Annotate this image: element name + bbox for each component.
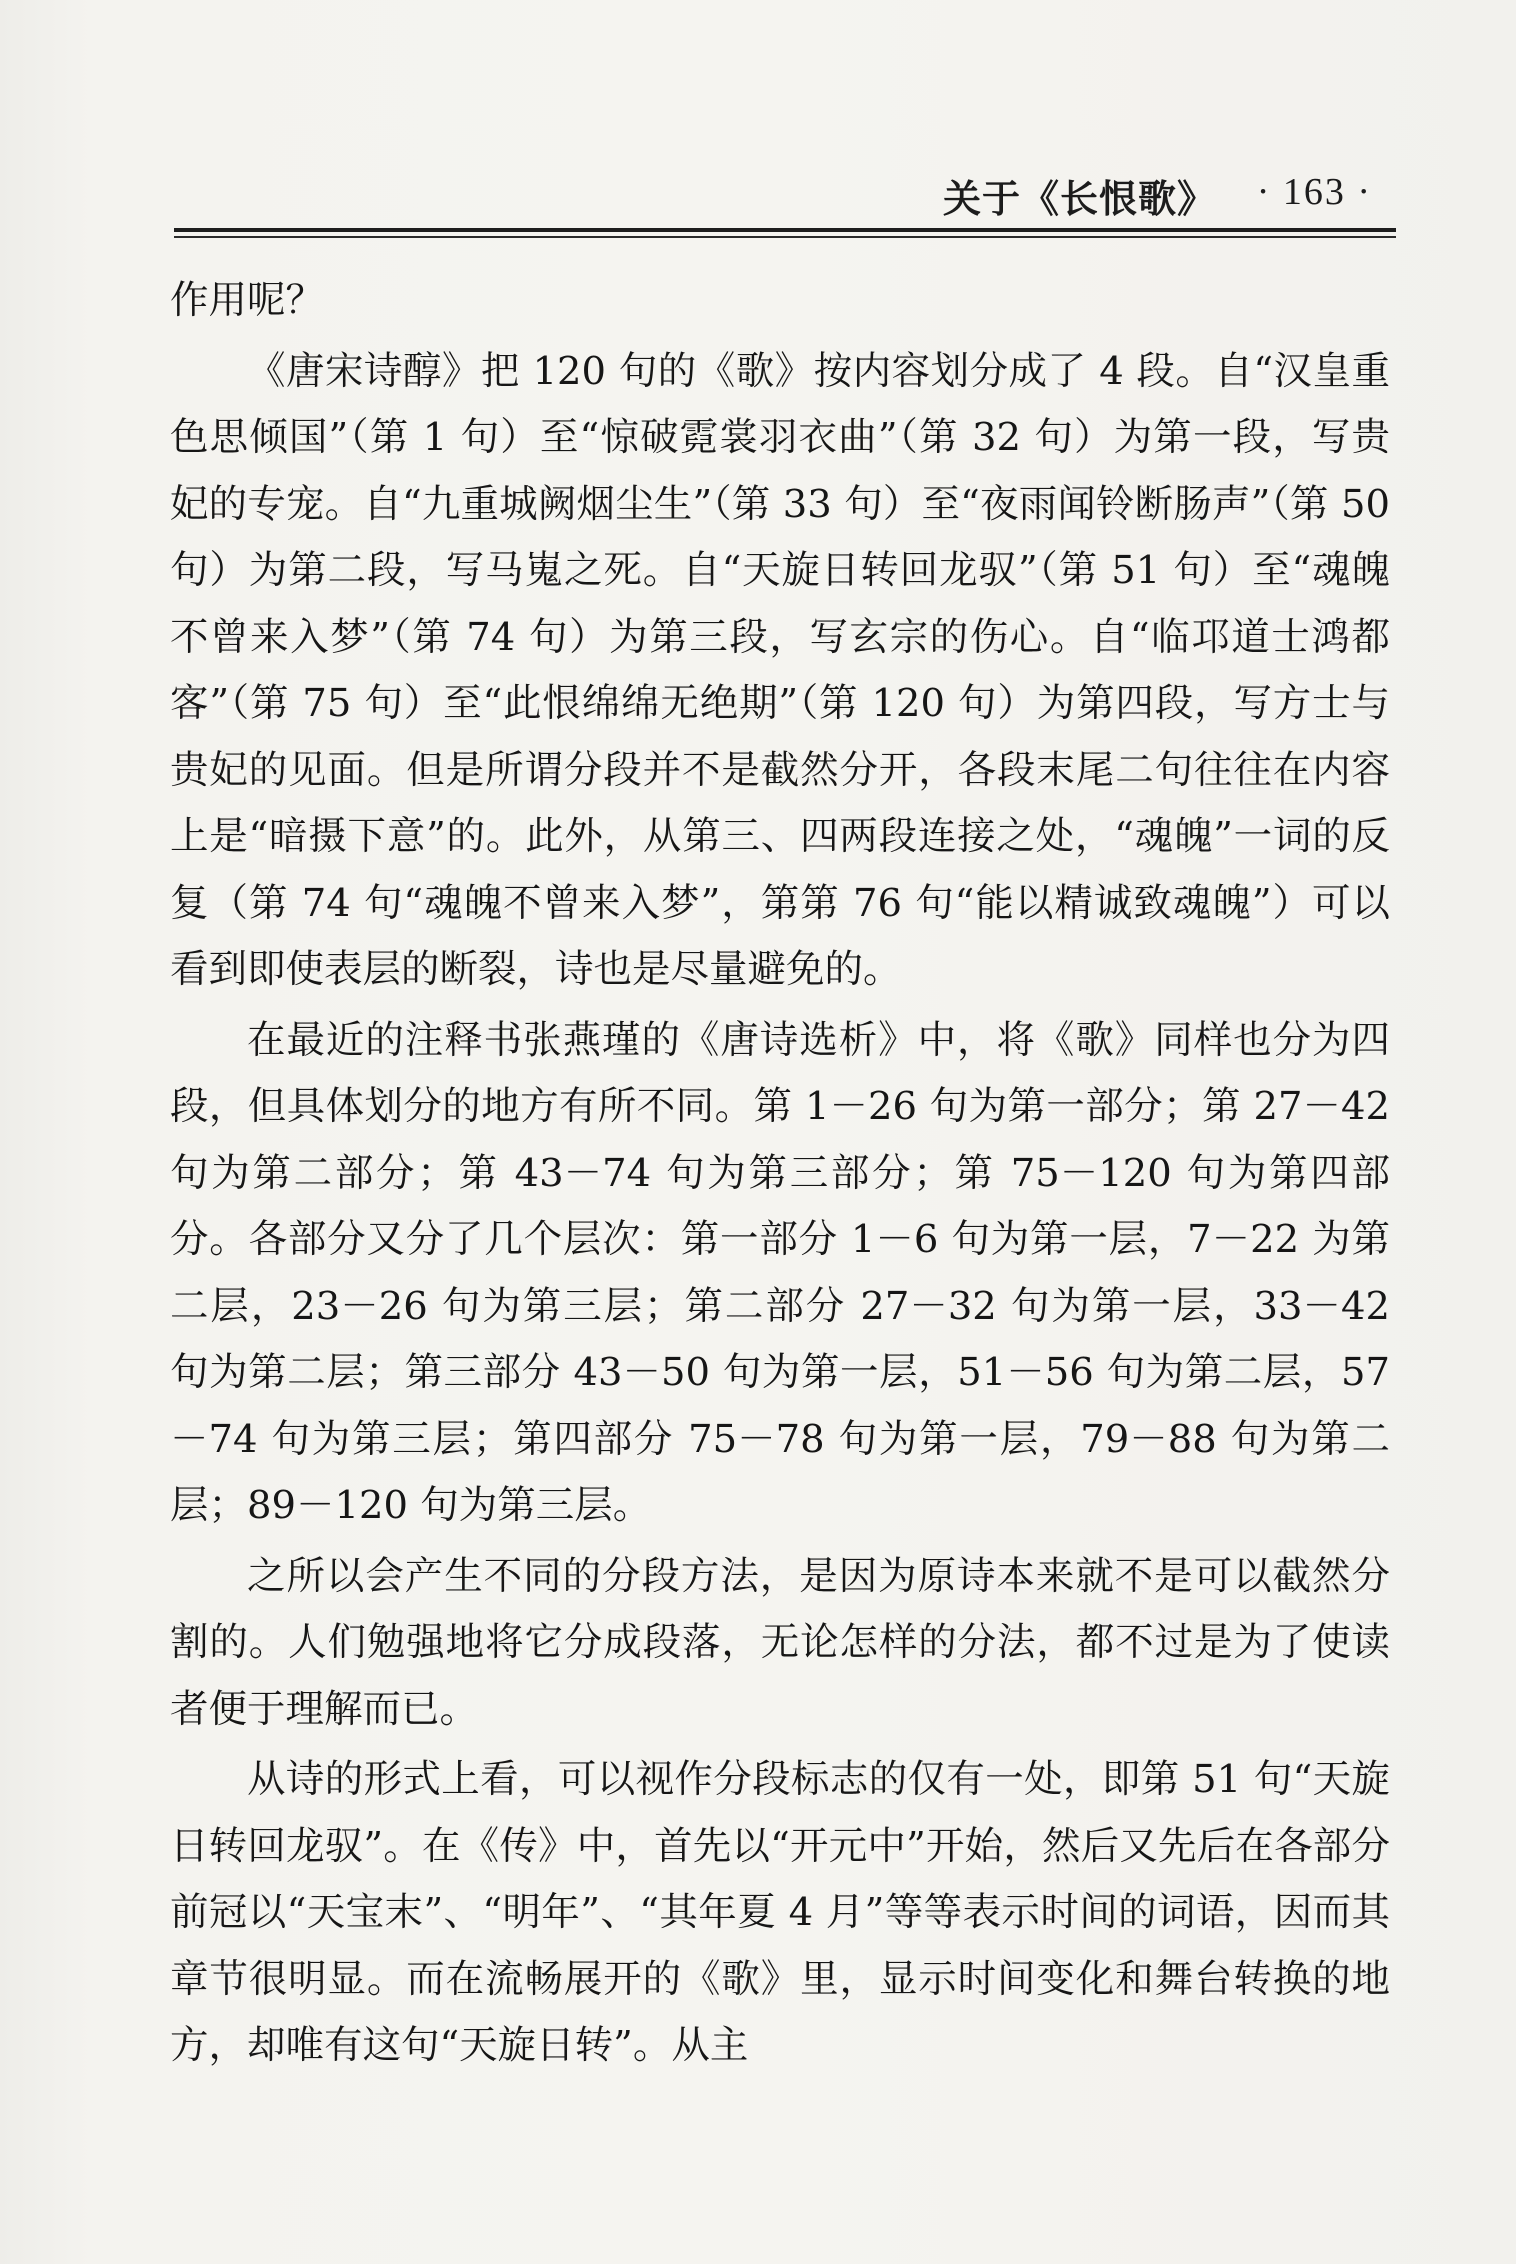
paragraph: 从诗的形式上看，可以视作分段标志的仅有一处，即第 51 句“天旋日转回龙驭”。在《传》中，首先以“开元中”开始，然后又先后在各部分前冠以“天宝末”、“明年”、“其年夏 4 月”等等表示时间的词语，因而其章节很明显。而在流畅展开的《歌》里，显示时间变化和舞台转换的地方，却唯有这句“天旋日转”。从主 bbox=[170, 1757, 1390, 2068]
header-title: 关于《长恨歌》 bbox=[942, 176, 1216, 221]
header-rule-thin bbox=[174, 236, 1396, 238]
paragraph: 《唐宋诗醇》把 120 句的《歌》按内容划分成了 4 段。自“汉皇重色思倾国”（第 1 句）至“惊破霓裳羽衣曲”（第 32 句）为第一段，写贵妃的专宠。自“九重城阙烟尘生”（第 33 句）至“夜雨闻铃断肠声”（第 50 句）为第二段，写马嵬之死。自“天旋日转回龙驭”（第 51 句）至“魂魄不曾来入梦”（第 74 句）为第三段，写玄宗的伤心。自“临邛道士鸿都客”（第 75 句）至“此恨绵绵无绝期”（第 120 句）为第四段，写方士与贵妃的见面。但是所谓分段并不是截然分开，各段末尾二句往往在内容上是“暗摄下意”的。此外，从第三、四两段连接之处，“魂魄”一词的反复（第 74 句“魂魄不曾来入梦”，第第 76 句“能以精诚致魂魄”）可以看到即使表层的断裂，诗也是尽量避免的。 bbox=[170, 348, 1390, 992]
header-rule-thick bbox=[174, 228, 1396, 232]
paragraph: 之所以会产生不同的分段方法，是因为原诗本来就不是可以截然分割的。人们勉强地将它分成段落，无论怎样的分法，都不过是为了使读者便于理解而已。 bbox=[170, 1553, 1390, 1732]
running-header bbox=[170, 168, 1396, 221]
paragraph: 在最近的注释书张燕瑾的《唐诗选析》中，将《歌》同样也分为四段，但具体划分的地方有所不同。第 1－26 句为第一部分；第 27－42 句为第二部分；第 43－74 句为第三部分；第 75－120 句为第四部分。各部分又分了几个层次：第一部分 1－6 句为第一层，7－22 为第二层，23－26 句为第三层；第二部分 27－32 句为第一层，33－42 句为第二层；第三部分 43－50 句为第一层，51－56 句为第二层，57－74 句为第三层；第四部分 75－78 句为第一层，79－88 句为第二层；89－120 句为第三层。 bbox=[170, 1017, 1390, 1528]
page-number: · 163 · bbox=[1256, 171, 1372, 213]
body-text bbox=[170, 268, 1390, 2084]
paragraph-continuation: 作用呢？ bbox=[170, 278, 325, 323]
